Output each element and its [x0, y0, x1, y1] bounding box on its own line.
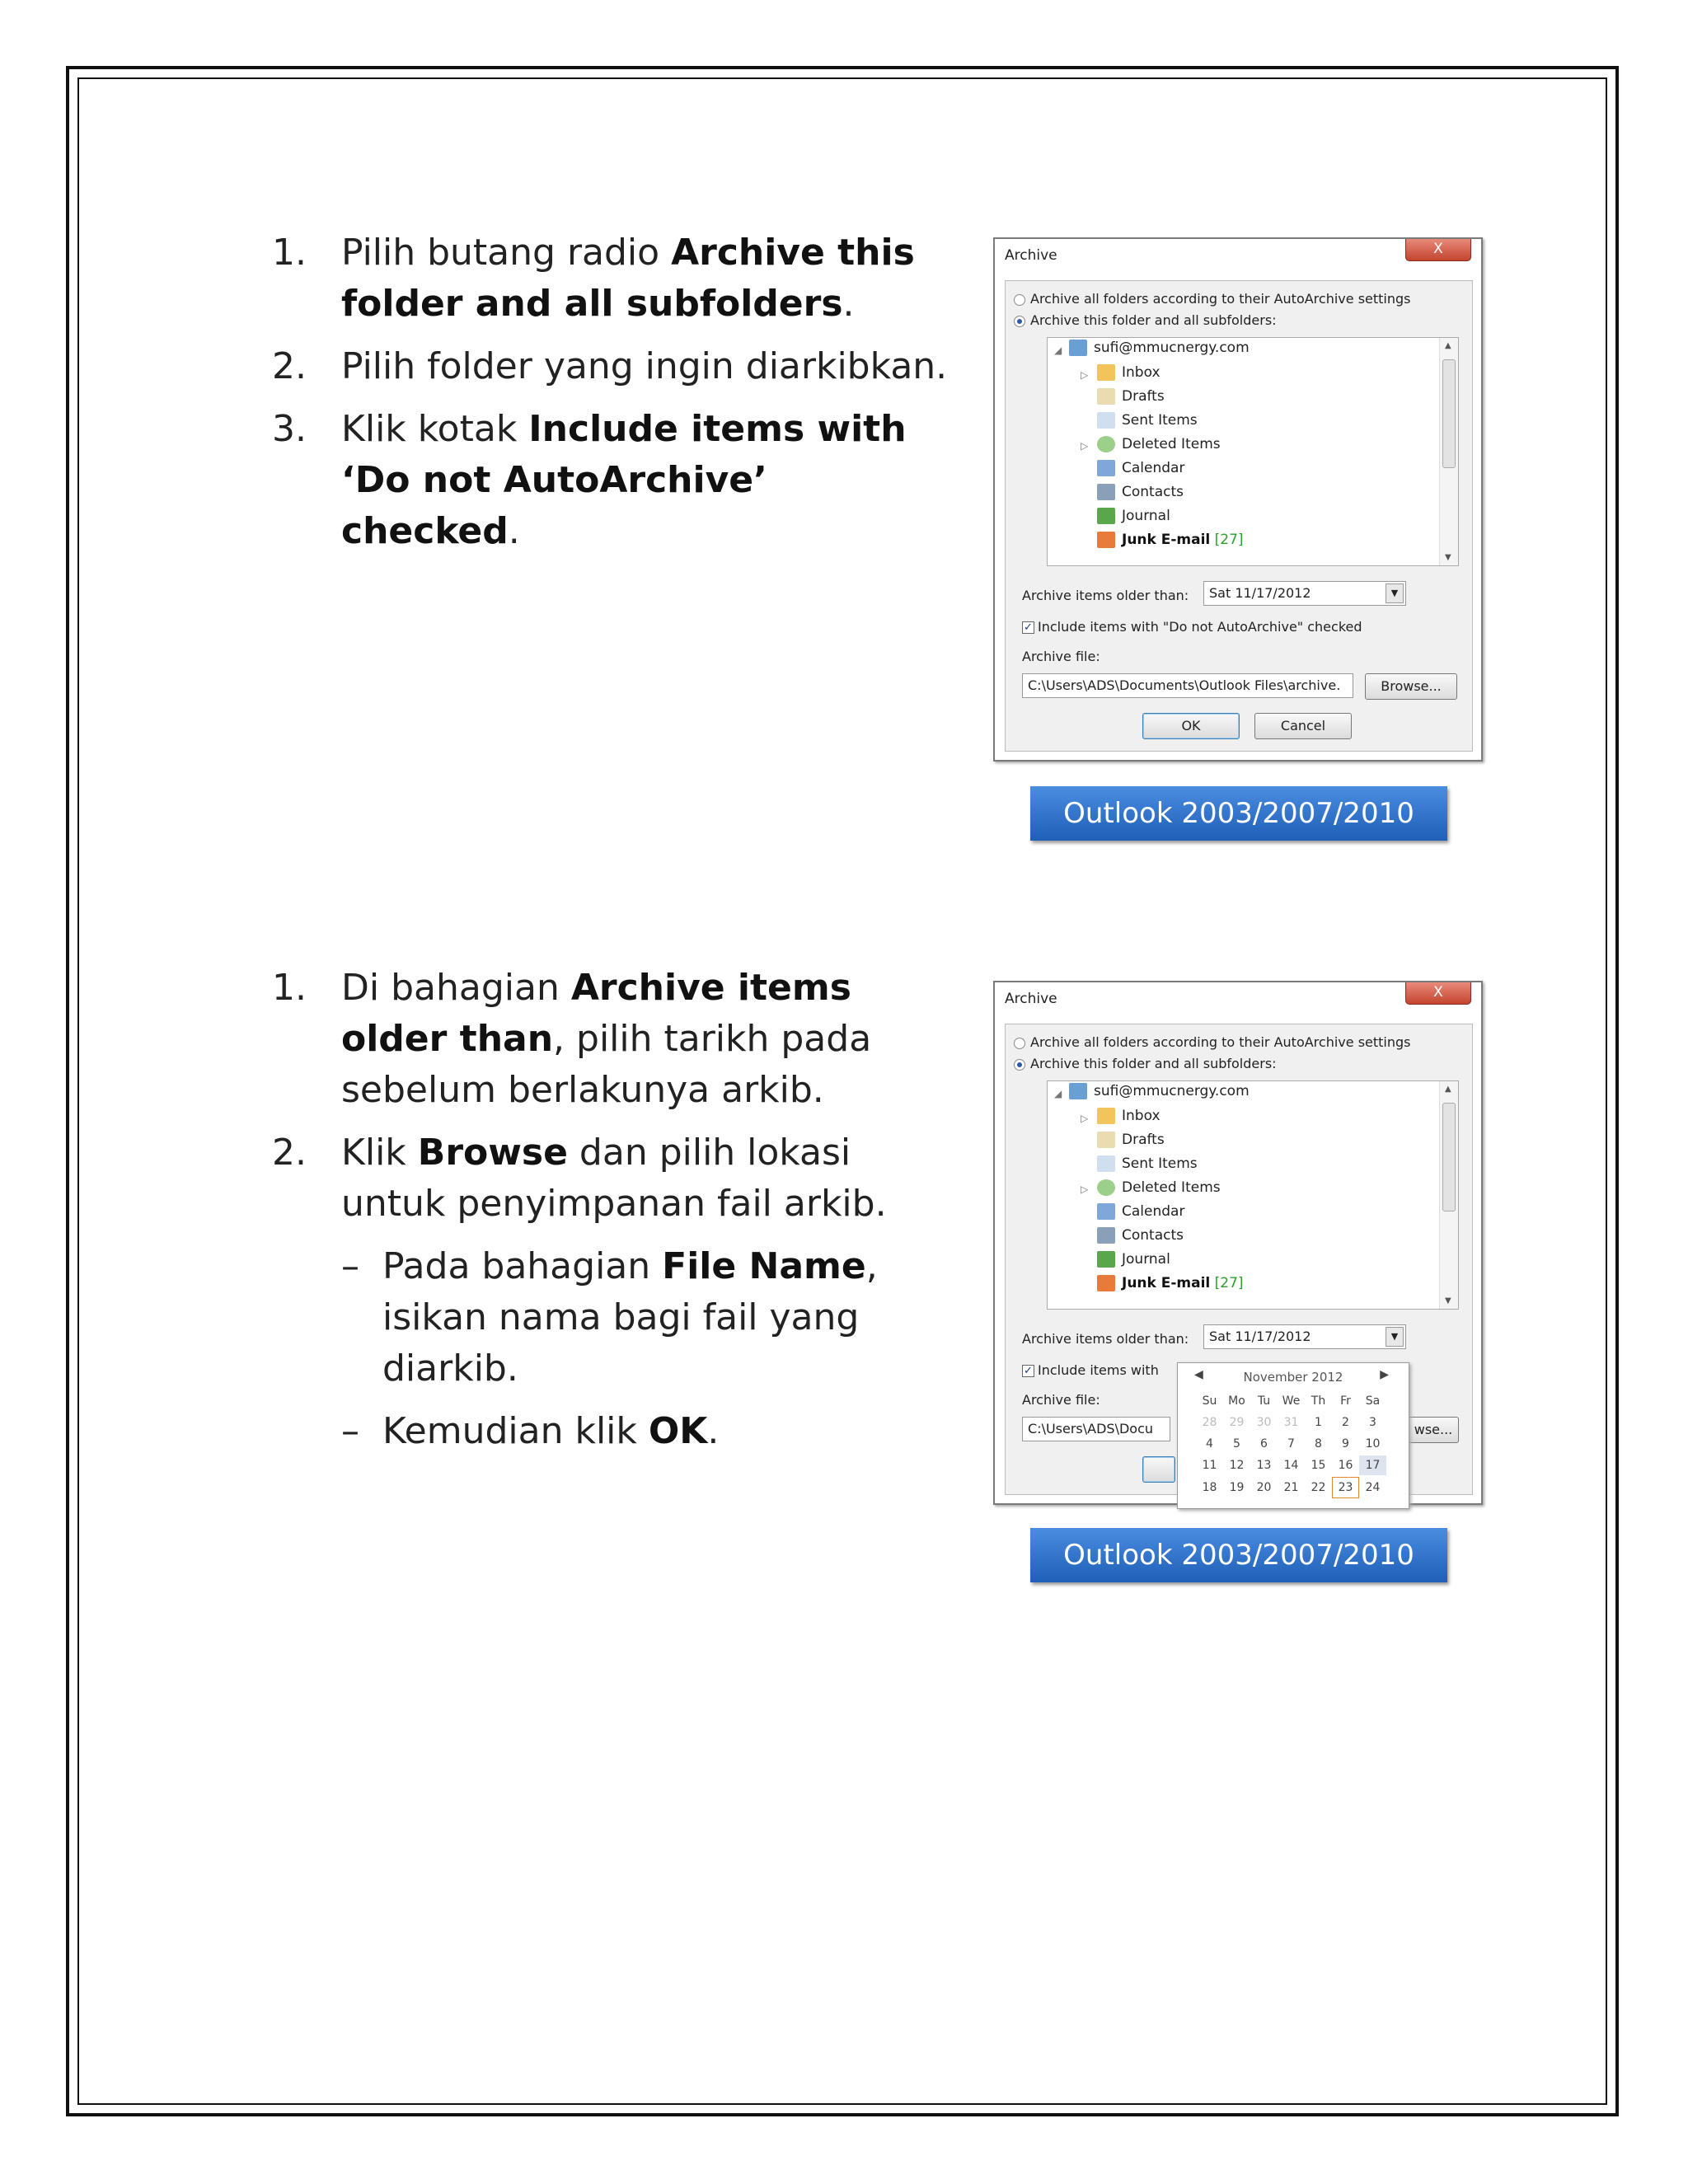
date-picker[interactable]: Sat 11/17/2012 ▼	[1203, 581, 1406, 606]
scroll-up-icon[interactable]: ▲	[1445, 1085, 1451, 1094]
deleted-icon	[1097, 1179, 1115, 1196]
archive-file-label: Archive file:	[1022, 1392, 1100, 1408]
s2-substep-2: – Kemudian klik OK.	[341, 1410, 720, 1452]
radio-archive-this[interactable]: Archive this folder and all subfolders:	[1014, 1056, 1277, 1071]
dialog-title: Archive	[1005, 991, 1057, 1007]
folder-tree[interactable]	[1047, 337, 1459, 566]
include-checkbox[interactable]: ✓ Include items with "Do not AutoArchive" checked	[1022, 619, 1362, 635]
radio-selected-icon[interactable]	[1014, 316, 1025, 327]
calendar-day[interactable]: 5	[1233, 1437, 1240, 1451]
tree-item-sent[interactable]: Sent Items	[1097, 412, 1198, 429]
calendar-day[interactable]: 3	[1369, 1416, 1376, 1429]
expand-arrow-icon[interactable]: ▷	[1081, 1113, 1089, 1124]
calendar-week-row	[1196, 1413, 1386, 1434]
folder-tree[interactable]	[1047, 1080, 1459, 1310]
browse-button[interactable]: wse...	[1408, 1417, 1459, 1443]
sent-icon	[1097, 1155, 1115, 1172]
calendar-day[interactable]: 21	[1283, 1481, 1299, 1494]
junk-icon	[1097, 1275, 1115, 1291]
weekday-label: Fr	[1340, 1394, 1351, 1408]
calendar-day[interactable]: 9	[1342, 1437, 1349, 1451]
tree-item-deleted[interactable]: Deleted Items	[1097, 1179, 1221, 1196]
calendar-day[interactable]: 4	[1206, 1437, 1213, 1451]
s1-step-2: 2. Pilih folder yang ingin diarkibkan.	[272, 345, 948, 387]
tree-account[interactable]: sufi@mmucnergy.com	[1069, 1083, 1250, 1099]
tree-item-drafts[interactable]: Drafts	[1097, 1132, 1165, 1148]
tree-item-calendar[interactable]: Calendar	[1097, 460, 1184, 476]
older-than-label: Archive items older than:	[1022, 588, 1189, 603]
archive-file-label: Archive file:	[1022, 649, 1100, 664]
ok-button[interactable]: OK	[1142, 713, 1240, 739]
drafts-icon	[1097, 1132, 1115, 1148]
collapse-arrow-icon[interactable]: ◢	[1054, 1088, 1062, 1099]
include-checkbox[interactable]: ✓ Include items with	[1022, 1362, 1159, 1378]
calendar-day[interactable]: 13	[1256, 1459, 1272, 1472]
calendar-day[interactable]: 7	[1287, 1437, 1295, 1451]
calendar-day[interactable]: 22	[1311, 1481, 1326, 1494]
drafts-icon	[1097, 388, 1115, 405]
calendar-day[interactable]: 8	[1315, 1437, 1322, 1451]
s1-step-3: 3. Klik kotak Include items with ‘Do not AutoArchive’ checked.	[272, 408, 907, 552]
calendar-week-row	[1196, 1434, 1386, 1455]
journal-icon	[1097, 508, 1115, 524]
tree-item-journal[interactable]: Journal	[1097, 508, 1170, 524]
tree-item-contacts[interactable]: Contacts	[1097, 1227, 1184, 1244]
radio-icon[interactable]	[1014, 1038, 1025, 1049]
browse-button[interactable]: Browse...	[1365, 673, 1457, 700]
dialog-body	[1005, 280, 1473, 752]
weekday-label: Tu	[1257, 1394, 1271, 1408]
collapse-arrow-icon[interactable]: ◢	[1054, 344, 1062, 356]
checkbox-checked-icon[interactable]: ✓	[1022, 621, 1034, 634]
account-icon	[1069, 340, 1087, 356]
tree-item-journal[interactable]: Journal	[1097, 1251, 1170, 1268]
date-picker[interactable]: Sat 11/17/2012 ▼	[1203, 1324, 1406, 1349]
archive-file-input[interactable]: C:\Users\ADS\Docu	[1022, 1417, 1170, 1441]
calendar-month: November 2012	[1243, 1370, 1343, 1385]
contacts-icon	[1097, 484, 1115, 500]
dropdown-arrow-icon[interactable]: ▼	[1386, 583, 1404, 603]
radio-icon[interactable]	[1014, 294, 1025, 306]
cancel-button[interactable]: Cancel	[1254, 713, 1352, 739]
archive-file-input[interactable]: C:\Users\ADS\Documents\Outlook Files\archive.	[1022, 673, 1353, 698]
folder-icon	[1097, 364, 1115, 381]
scroll-down-icon[interactable]: ▼	[1445, 553, 1451, 562]
expand-arrow-icon[interactable]: ▷	[1081, 440, 1089, 452]
calendar-day[interactable]: 2	[1342, 1416, 1349, 1429]
calendar-day[interactable]: 20	[1256, 1481, 1272, 1494]
tree-item-junk[interactable]: Junk E-mail [27]	[1097, 532, 1244, 548]
scroll-thumb[interactable]	[1442, 1103, 1456, 1212]
caption-2: Outlook 2003/2007/2010	[1030, 1528, 1447, 1582]
tree-item-inbox[interactable]: Inbox	[1097, 1108, 1160, 1124]
scroll-down-icon[interactable]: ▼	[1445, 1296, 1451, 1305]
calendar-day[interactable]: 16	[1338, 1459, 1353, 1472]
calendar-day[interactable]: 14	[1283, 1459, 1299, 1472]
calendar-day[interactable]: 11	[1202, 1459, 1217, 1472]
calendar-day[interactable]: 18	[1202, 1481, 1217, 1494]
prev-month-icon[interactable]: ◀	[1194, 1368, 1203, 1381]
ok-button[interactable]	[1142, 1456, 1175, 1483]
calendar-day[interactable]: 31	[1283, 1416, 1299, 1429]
calendar-day[interactable]: 15	[1311, 1459, 1326, 1472]
weekday-label: Su	[1202, 1394, 1217, 1408]
scroll-thumb[interactable]	[1442, 359, 1456, 468]
scroll-up-icon[interactable]: ▲	[1445, 341, 1451, 350]
archive-dialog-1	[993, 237, 1483, 762]
close-button[interactable]: X	[1405, 982, 1471, 1005]
dialog-title: Archive	[1005, 247, 1057, 264]
calendar-day[interactable]: 30	[1256, 1416, 1272, 1429]
older-than-label: Archive items older than:	[1022, 1331, 1189, 1347]
weekday-label: We	[1282, 1394, 1301, 1408]
radio-selected-icon[interactable]	[1014, 1059, 1025, 1071]
radio-archive-all[interactable]: Archive all folders according to their AutoArchive settings	[1014, 291, 1411, 307]
radio-archive-all[interactable]: Archive all folders according to their AutoArchive settings	[1014, 1034, 1411, 1050]
tree-item-calendar[interactable]: Calendar	[1097, 1203, 1184, 1220]
calendar-week-row	[1196, 1477, 1386, 1498]
radio-archive-this[interactable]: Archive this folder and all subfolders:	[1014, 312, 1277, 328]
next-month-icon[interactable]: ▶	[1380, 1368, 1389, 1381]
tree-scrollbar[interactable]	[1439, 1081, 1458, 1309]
weekday-label: Th	[1311, 1394, 1326, 1408]
checkbox-checked-icon[interactable]: ✓	[1022, 1365, 1034, 1377]
tree-item-drafts[interactable]: Drafts	[1097, 388, 1165, 405]
calendar-day[interactable]: 19	[1229, 1481, 1245, 1494]
tree-item-sent[interactable]: Sent Items	[1097, 1155, 1198, 1172]
sent-icon	[1097, 412, 1115, 429]
weekday-label: Mo	[1228, 1394, 1245, 1408]
caption-1: Outlook 2003/2007/2010	[1030, 786, 1447, 841]
junk-icon	[1097, 532, 1115, 548]
account-icon	[1069, 1083, 1087, 1099]
contacts-icon	[1097, 1227, 1115, 1244]
folder-icon	[1097, 1108, 1115, 1124]
section1-steps	[272, 227, 956, 569]
calendar-day[interactable]: 17	[1359, 1455, 1386, 1475]
section2-steps	[272, 963, 956, 1469]
calendar-day[interactable]: 23	[1332, 1477, 1359, 1498]
tree-account[interactable]: sufi@mmucnergy.com	[1069, 340, 1250, 356]
calendar-day[interactable]: 1	[1315, 1416, 1322, 1429]
expand-arrow-icon[interactable]: ▷	[1081, 369, 1089, 381]
journal-icon	[1097, 1251, 1115, 1268]
calendar-icon	[1097, 460, 1115, 476]
calendar-day[interactable]: 28	[1202, 1416, 1217, 1429]
calendar-weekday-row	[1196, 1391, 1386, 1413]
tree-item-contacts[interactable]: Contacts	[1097, 484, 1184, 500]
calendar-icon	[1097, 1203, 1115, 1220]
archive-dialog-2	[993, 981, 1483, 1505]
tree-item-deleted[interactable]: Deleted Items	[1097, 436, 1221, 452]
s2-step-2: 2. Klik Browse dan pilih lokasi untuk penyimpanan fail arkib.	[272, 1132, 887, 1225]
tree-item-inbox[interactable]: Inbox	[1097, 364, 1160, 381]
calendar-day[interactable]: 24	[1365, 1481, 1381, 1494]
s1-step-1: 1. Pilih butang radio Archive this folder and all subfolders.	[272, 232, 915, 325]
calendar-day[interactable]: 6	[1260, 1437, 1268, 1451]
tree-item-junk[interactable]: Junk E-mail [27]	[1097, 1275, 1244, 1291]
tree-scrollbar[interactable]	[1439, 338, 1458, 565]
calendar-popup	[1177, 1362, 1409, 1509]
calendar-day[interactable]: 10	[1365, 1437, 1381, 1451]
deleted-icon	[1097, 436, 1115, 452]
s2-substep-1: – Pada bahagian File Name, isikan nama bagi fail yang diarkib.	[341, 1245, 878, 1390]
s2-step-1: 1. Di bahagian Archive items older than, pilih tarikh pada sebelum berlakunya arkib.	[272, 967, 872, 1111]
expand-arrow-icon[interactable]: ▷	[1081, 1183, 1089, 1195]
dropdown-arrow-icon[interactable]: ▼	[1386, 1327, 1404, 1347]
calendar-day[interactable]: 29	[1229, 1416, 1245, 1429]
calendar-grid	[1196, 1391, 1386, 1498]
calendar-day[interactable]: 12	[1229, 1459, 1245, 1472]
dialog-body	[1005, 1024, 1473, 1495]
weekday-label: Sa	[1365, 1394, 1381, 1408]
close-button[interactable]: X	[1405, 239, 1471, 261]
calendar-week-row	[1196, 1455, 1386, 1477]
